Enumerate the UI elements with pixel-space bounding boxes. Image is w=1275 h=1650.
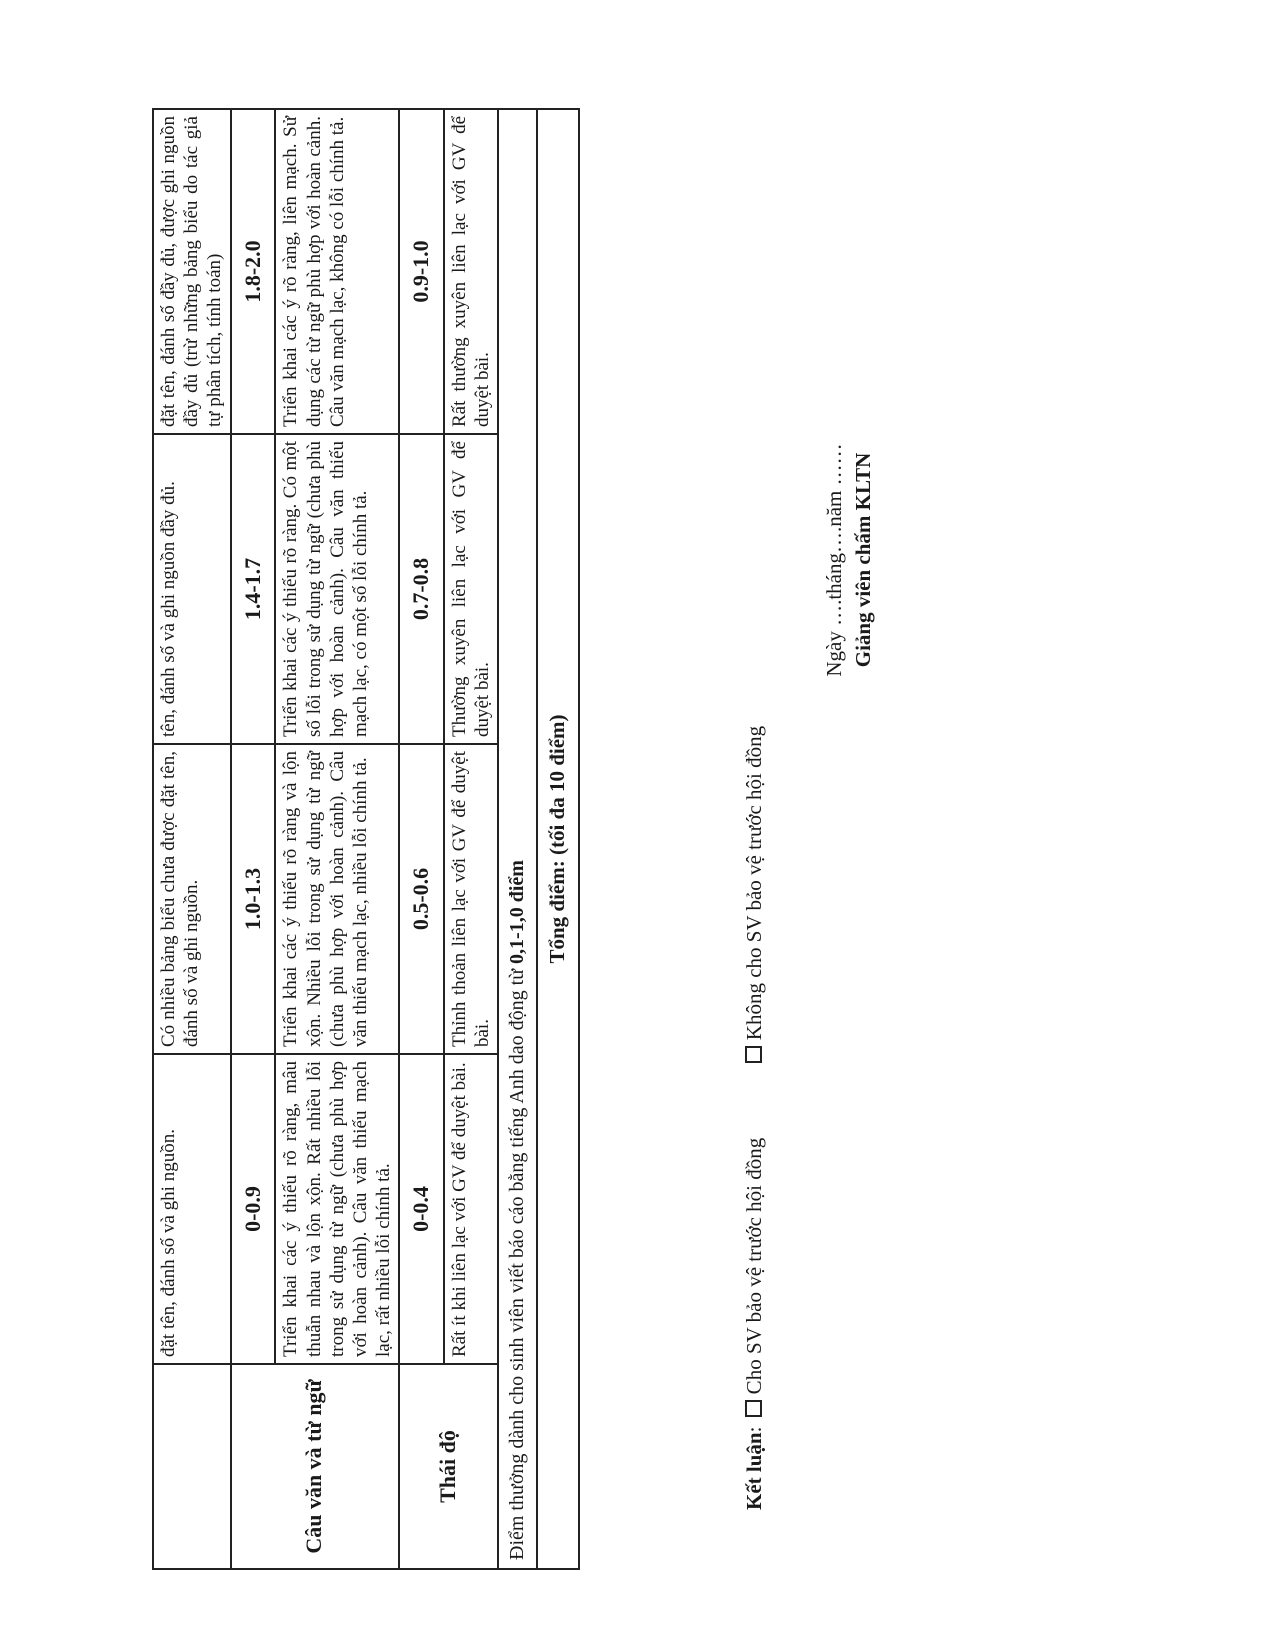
criterion-cell: Câu văn và từ ngữ [231,1364,400,1569]
bonus-range: 0,1-1,0 điểm [506,860,529,964]
score-range: 1.4-1.7 [231,434,276,744]
level-description: Có nhiều bảng biểu chưa được đặt tên, đánh số và ghi nguồn. [153,744,231,1054]
signer-title: Giảng viên chấm KLTN [851,452,876,668]
rubric-row-attitude-descriptions [444,109,498,1569]
score-range: 0.5-0.6 [399,744,444,1054]
bonus-text: Điểm thưởng dành cho sinh viên viết báo cáo bằng tiếng Anh dao động từ [506,963,529,1560]
rubric-row-sources [153,109,231,1569]
criterion-cell [153,1364,231,1569]
criterion-cell: Thái độ [399,1364,498,1569]
bonus-points-note [498,109,536,1569]
level-description: Triển khai các ý thiếu rõ ràng, mâu thuẫn nhau và lộn xộn. Rất nhiều lỗi trong sử dụng từ ngữ (chưa phù hợp với hoàn cảnh). Câu văn thiếu mạch lạc, rất nhiều lỗi chính tả. [275,1054,399,1364]
checkbox-allow-defense[interactable] [745,1400,762,1417]
score-range: 0.9-1.0 [399,109,444,434]
level-description: Thường xuyên liên lạc với GV để duyệt bài. [444,434,498,744]
score-range: 0-0.9 [231,1054,276,1364]
rubric-row-attitude-scores [399,109,444,1569]
grading-rubric-table [152,108,580,1570]
level-description: Triển khai các ý thiếu rõ ràng và lộn xộn. Nhiều lỗi trong sử dụng từ ngữ (chưa phù hợp với hoàn cảnh). Câu văn thiếu mạch lạc, nhiều lỗi chính tả. [275,744,399,1054]
rubric-row-language-scores [231,109,276,1569]
total-score-row [537,109,579,1569]
checkbox-deny-defense[interactable] [745,1046,762,1063]
bonus-points-row [498,109,536,1569]
score-range: 0-0.4 [399,1054,444,1364]
level-description: Rất thường xuyên liên lạc với GV để duyệt bài. [444,109,498,434]
level-description: tên, đánh số và ghi nguồn đầy đủ. [153,434,231,744]
total-score-label: Tổng điểm: (tối đa 10 điểm) [537,109,579,1569]
score-range: 0.7-0.8 [399,434,444,744]
conclusion-line [742,726,767,1510]
level-description: đặt tên, đánh số và ghi nguồn. [153,1054,231,1364]
signature-block [820,340,879,780]
date-line: Ngày ….tháng….năm …… [822,443,846,677]
option-allow-defense: Cho SV bảo vệ trước hội đồng [742,1137,766,1395]
score-range: 1.0-1.3 [231,744,276,1054]
level-description: đặt tên, đánh số đầy đủ, được ghi nguồn đầy đủ (trừ những bảng biểu do tác giả tự phân tích, tính toán) [153,109,231,434]
level-description: Thỉnh thoản liên lạc với GV để duyệt bài. [444,744,498,1054]
option-deny-defense: Không cho SV bảo vệ trước hội đồng [742,725,766,1041]
conclusion-colon: : [742,1426,766,1433]
level-description: Rất ít khi liên lạc với GV để duyệt bài. [444,1054,498,1364]
rubric-row-language-descriptions [275,109,399,1569]
conclusion-label: Kết luận [742,1432,766,1510]
level-description: Triển khai các ý rõ ràng, liên mạch. Sử dụng các từ ngữ phù hợp với hoàn cảnh. Câu văn mạch lạc, không có lỗi chính tả. [275,109,399,434]
score-range: 1.8-2.0 [231,109,276,434]
level-description: Triển khai các ý thiếu rõ ràng. Có một số lỗi trong sử dụng từ ngữ (chưa phù hợp với hoàn cảnh). Câu văn thiếu mạch lạc, có một số lỗi chính tả. [275,434,399,744]
